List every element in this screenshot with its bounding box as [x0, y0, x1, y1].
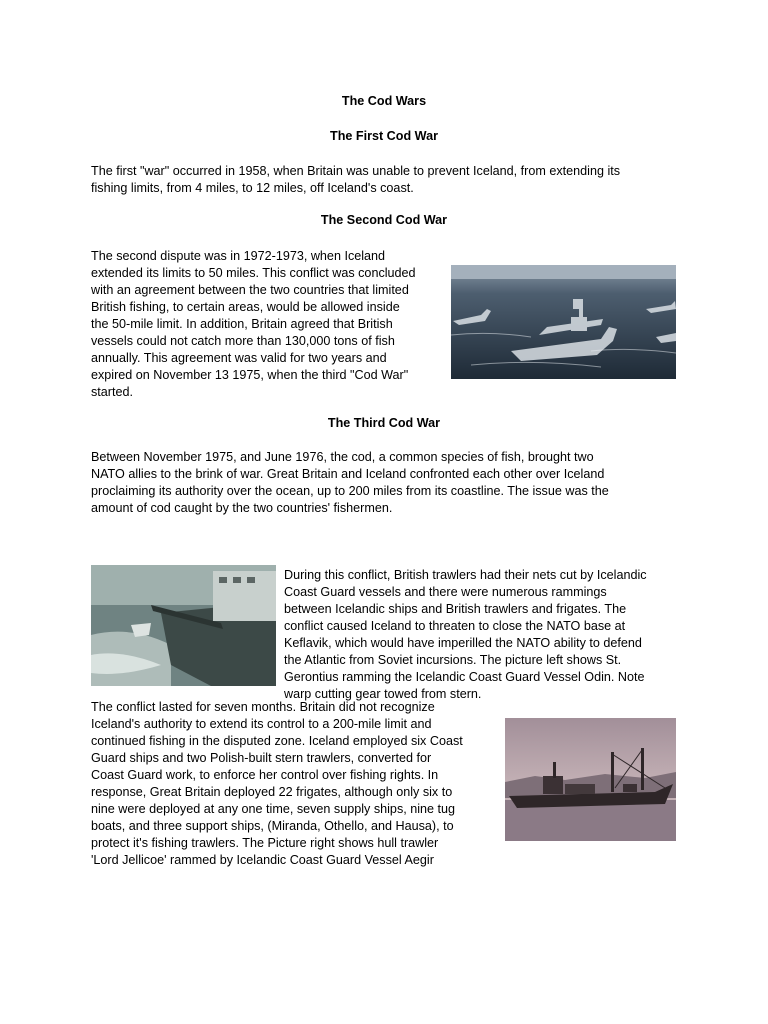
text-line: the 50-mile limit. In addition, Britain agreed that British	[91, 317, 393, 331]
text-line: the Atlantic from Soviet incursions. The picture left shows St.	[284, 653, 622, 667]
text-line: annually. This agreement was valid for two years and	[91, 351, 387, 365]
paragraph-second-cod-war	[91, 248, 451, 401]
paragraph-third-cod-war-intro	[91, 449, 691, 517]
text-line: 'Lord Jellicoe' rammed by Icelandic Coast Guard Vessel Aegir	[91, 853, 434, 867]
paragraph-third-cod-war-details	[91, 699, 501, 869]
text-line: During this conflict, British trawlers had their nets cut by Icelandic	[284, 568, 647, 582]
page-title: The Cod Wars	[341, 94, 427, 108]
text-line: Between November 1975, and June 1976, the cod, a common species of fish, brought two	[91, 450, 594, 464]
text-line: The conflict lasted for seven months. Britain did not recognize	[91, 700, 435, 714]
section-heading-third-cod-war: The Third Cod War	[327, 416, 441, 430]
paragraph-third-cod-war-conflict	[284, 567, 694, 703]
text-line: NATO allies to the brink of war. Great Britain and Iceland confronted each other over Iceland	[91, 467, 605, 481]
text-line: vessels could not catch more than 130,000 tons of fish	[91, 334, 395, 348]
text-line: protect it's fishing trawlers. The Picture right shows hull trawler	[91, 836, 439, 850]
text-line: started.	[91, 385, 133, 399]
text-line: Keflavik, which would have imperilled the NATO ability to defend	[284, 636, 642, 650]
text-line: fishing limits, from 4 miles, to 12 miles, off Iceland's coast.	[91, 181, 414, 195]
text-line: Gerontius ramming the Icelandic Coast Guard Vessel Odin. Note	[284, 670, 645, 684]
text-line: nine were deployed at any one time, seven supply ships, nine tug	[91, 802, 456, 816]
text-line: British fishing, to certain areas, would be allowed inside	[91, 300, 400, 314]
ramming-photo	[91, 565, 276, 686]
section-heading-second-cod-war: The Second Cod War	[320, 213, 448, 227]
text-line: The second dispute was in 1972-1973, when Iceland	[91, 249, 386, 263]
text-line: response, Great Britain deployed 22 frigates, although only six to	[91, 785, 453, 799]
text-line: conflict caused Iceland to threaten to close the NATO base at	[284, 619, 626, 633]
text-line: boats, and three support ships, (Miranda, Othello, and Hausa), to	[91, 819, 454, 833]
text-line: Iceland's authority to extend its control to a 200-mile limit and	[91, 717, 432, 731]
text-line: The first "war" occurred in 1958, when Britain was unable to prevent Iceland, from extending its	[91, 164, 621, 178]
text-line: between Icelandic ships and British trawlers and frigates. The	[284, 602, 627, 616]
text-line: warp cutting gear towed from stern.	[284, 687, 482, 701]
warships-photo	[451, 265, 676, 379]
section-heading-first-cod-war: The First Cod War	[330, 129, 438, 143]
paragraph-first-cod-war	[91, 163, 691, 197]
text-line: with an agreement between the two countries that limited	[91, 283, 409, 297]
text-line: Coast Guard vessels and there were numerous rammings	[284, 585, 607, 599]
text-line: Guard ships and two Polish-built stern trawlers, converted for	[91, 751, 432, 765]
text-line: Coast Guard work, to enforce her control over fishing rights. In	[91, 768, 439, 782]
text-line: expired on November 13 1975, when the third "Cod War"	[91, 368, 409, 382]
text-line: proclaiming its authority over the ocean, up to 200 miles from its coastline. The issue was the	[91, 484, 609, 498]
text-line: continued fishing in the disputed zone. Iceland employed six Coast	[91, 734, 463, 748]
text-line: extended its limits to 50 miles. This conflict was concluded	[91, 266, 416, 280]
text-line: amount of cod caught by the two countries' fishermen.	[91, 501, 393, 515]
trawler-photo	[505, 718, 676, 841]
